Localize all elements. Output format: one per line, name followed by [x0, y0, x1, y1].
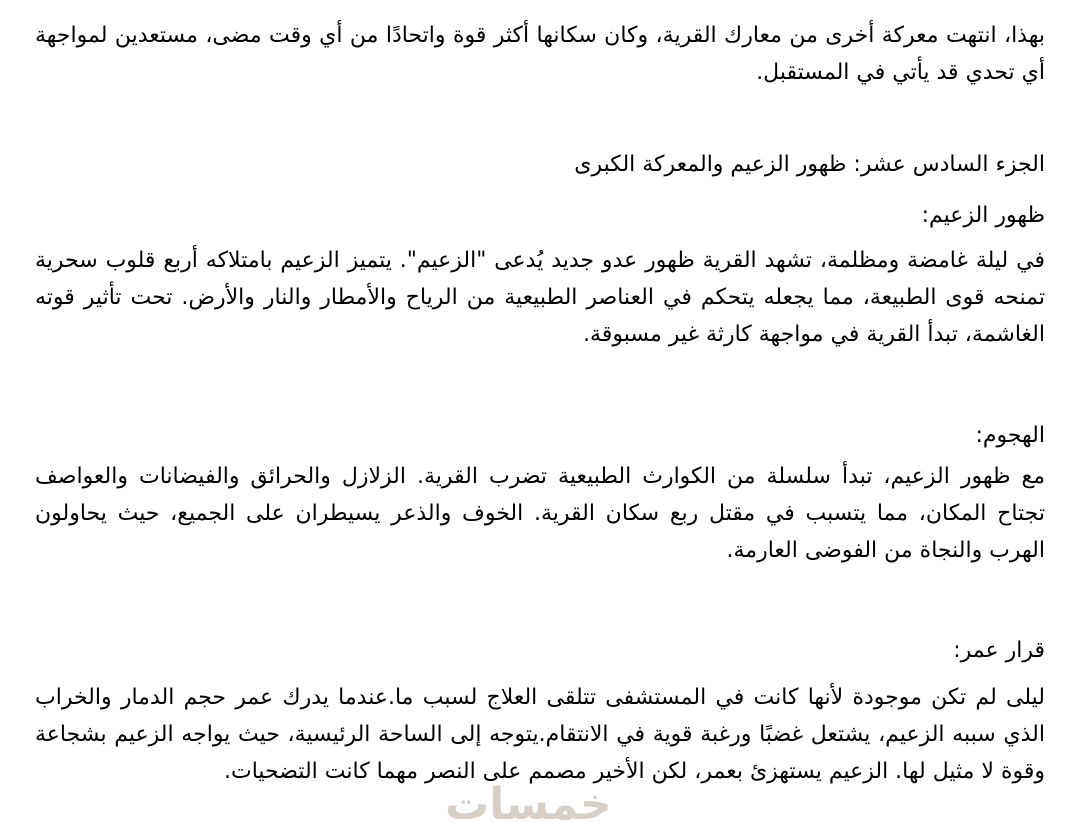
paragraph-disasters: مع ظهور الزعيم، تبدأ سلسلة من الكوارث الطبيعية تضرب القرية. الزلازل والحرائق والفيضانات والعواصف تجتاح المكان، مما يتسبب في مقتل ربع سكان القرية. الخوف والذعر يسيطران على الجميع، حيث يحاولون الهرب والنجاة من الفوضى العارمة. — [35, 464, 1045, 563]
heading-leader-appearance: ظهور الزعيم: — [921, 203, 1045, 228]
heading-the-attack: الهجوم: — [975, 423, 1045, 448]
heading-omar-decision: قرار عمر: — [953, 638, 1045, 663]
heading-part-sixteen-title: الجزء السادس عشر: ظهور الزعيم والمعركة الكبرى — [574, 152, 1045, 177]
khamsat-watermark: خمسات — [445, 779, 612, 830]
paragraph-battle-conclusion: بهذا، انتهت معركة أخرى من معارك القرية، وكان سكانها أكثر قوة واتحادًا من أي وقت مضى، مستعدين لمواجهة أي تحدي قد يأتي في المستقبل. — [35, 23, 1045, 85]
paragraph-leader-description: في ليلة غامضة ومظلمة، تشهد القرية ظهور عدو جديد يُدعى "الزعيم". يتميز الزعيم بامتلاكه أربع قلوب سحرية تمنحه قوى الطبيعة، مما يجعله يتحكم في العناصر الطبيعية من الرياح والأمطار والنار والأرض. تحت تأثير قوته الغاشمة، تبدأ القرية في مواجهة كارثة غير مسبوقة. — [35, 248, 1045, 347]
paragraph-omar-revenge: ليلى لم تكن موجودة لأنها كانت في المستشفى تتلقى العلاج لسبب ما.عندما يدرك عمر حجم الدمار والخراب الذي سببه الزعيم، يشتعل غضبًا ورغبة قوية في الانتقام.يتوجه إلى الساحة الرئيسية، حيث يواجه الزعيم بشجاعة وقوة لا مثيل لها. الزعيم يستهزئ بعمر، لكن الأخير مصمم على النصر مهما كانت التضحيات. — [35, 685, 1045, 784]
document-page — [0, 17, 1080, 790]
